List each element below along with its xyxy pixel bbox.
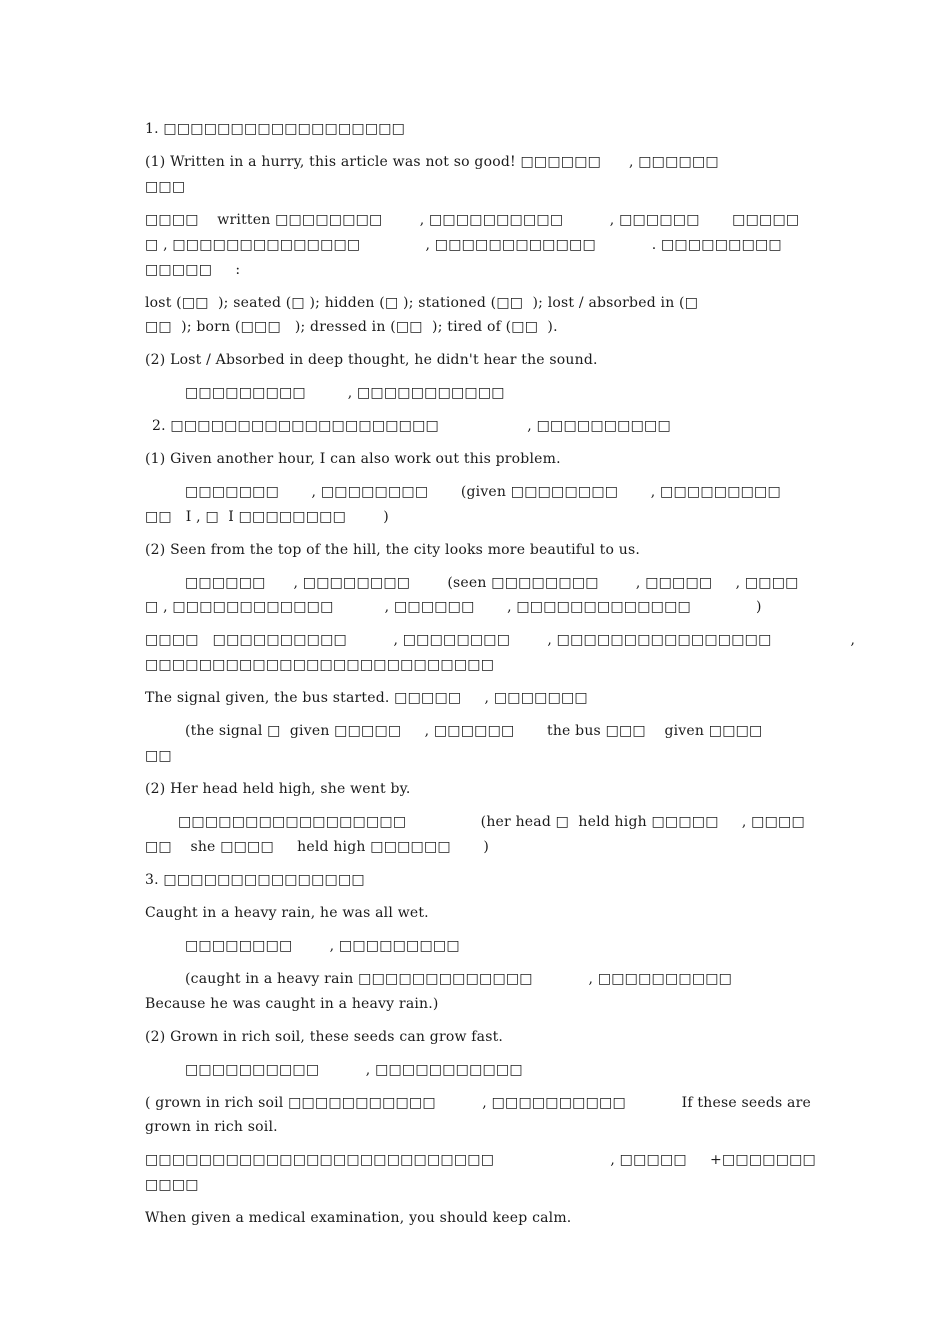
example-sentence: (2) Seen from the top of the hill, the city looks more beautiful to us. bbox=[145, 542, 641, 558]
example-sentence-cont: □□□ bbox=[145, 179, 186, 195]
example-sentence: (2) Her head held high, she went by. bbox=[145, 781, 411, 797]
example-sentence: (1) Given another hour, I can also work out this problem. bbox=[145, 451, 561, 467]
section-3-heading: 3. □□□□□□□□□□□□□□□ bbox=[145, 872, 365, 888]
example-sentence: (2) Lost / Absorbed in deep thought, he didn't hear the sound. bbox=[145, 352, 598, 368]
translation-text: □□ bbox=[145, 748, 172, 764]
section-2-heading: 2. □□□□□□□□□□□□□□□□□□□□ , □□□□□□□□□□ bbox=[152, 418, 671, 434]
explanation-text: grown in rich soil. bbox=[145, 1119, 278, 1135]
explanation-text: □□□□□ : bbox=[145, 262, 241, 278]
explanation-text: (caught in a heavy rain □□□□□□□□□□□□□ , □□□□□□□□□□ bbox=[185, 971, 733, 987]
section-1-heading: 1. □□□□□□□□□□□□□□□□□□ bbox=[145, 121, 406, 137]
explanation-text: ( grown in rich soil □□□□□□□□□□□ , □□□□□□□□□□ If these seeds are bbox=[145, 1095, 811, 1111]
translation-text: □□□□□□ , □□□□□□□□ (seen □□□□□□□□ , □□□□□ , □□□□ bbox=[185, 575, 799, 591]
vocabulary-list: lost (□□ ); seated (□ ); hidden (□ ); stationed (□□ ); lost / absorbed in (□ bbox=[145, 295, 699, 311]
example-sentence: The signal given, the bus started. □□□□□ , □□□□□□□ bbox=[145, 690, 588, 706]
translation-text: □□□□□□□□□ , □□□□□□□□□□□ bbox=[185, 385, 505, 401]
translation-text: □ , □□□□□□□□□□□□ , □□□□□□ , □□□□□□□□□□□□□ ) bbox=[145, 599, 762, 615]
explanation-text: Because he was caught in a heavy rain.) bbox=[145, 996, 439, 1012]
explanation-text: □□□□ written □□□□□□□□ , □□□□□□□□□□ , □□□□□□ □□□□□ bbox=[145, 212, 800, 228]
translation-text: (the signal □ given □□□□□ , □□□□□□ the bus □□□ given □□□□ bbox=[185, 723, 763, 739]
explanation-text: □□□□ □□□□□□□□□□ , □□□□□□□□ , □□□□□□□□□□□□□□□□ , bbox=[145, 632, 856, 648]
explanation-text: □□□□□□□□□□□□□□□□□□□□□□□□□□ bbox=[145, 657, 495, 673]
vocabulary-list: □□ ); born (□□□ ); dressed in (□□ ); tired of (□□ ). bbox=[145, 319, 558, 335]
translation-text: □□□□□□□□□□ , □□□□□□□□□□□ bbox=[185, 1062, 523, 1078]
example-sentence: When given a medical examination, you should keep calm. bbox=[145, 1210, 572, 1226]
translation-text: □□ I , □ I □□□□□□□□ ) bbox=[145, 509, 389, 525]
translation-text: □□□□□□□□□□□□□□□□□ (her head □ held high □□□□□ , □□□□ bbox=[178, 814, 805, 830]
example-sentence: (2) Grown in rich soil, these seeds can grow fast. bbox=[145, 1029, 504, 1045]
translation-text: □□ she □□□□ held high □□□□□□ ) bbox=[145, 839, 490, 855]
explanation-text: □□□□ bbox=[145, 1177, 199, 1193]
explanation-text: □□□□□□□□□□□□□□□□□□□□□□□□□□ , □□□□□ +□□□□□□□ bbox=[145, 1152, 816, 1168]
translation-text: □□□□□□□□ , □□□□□□□□□ bbox=[185, 938, 460, 954]
example-sentence: (1) Written in a hurry, this article was not so good! □□□□□□ , □□□□□□ bbox=[145, 154, 719, 170]
explanation-text: □ , □□□□□□□□□□□□□□ , □□□□□□□□□□□□ . □□□□□□□□□ bbox=[145, 237, 782, 253]
translation-text: □□□□□□□ , □□□□□□□□ (given □□□□□□□□ , □□□□□□□□□ bbox=[185, 484, 781, 500]
example-sentence: Caught in a heavy rain, he was all wet. bbox=[145, 905, 429, 921]
